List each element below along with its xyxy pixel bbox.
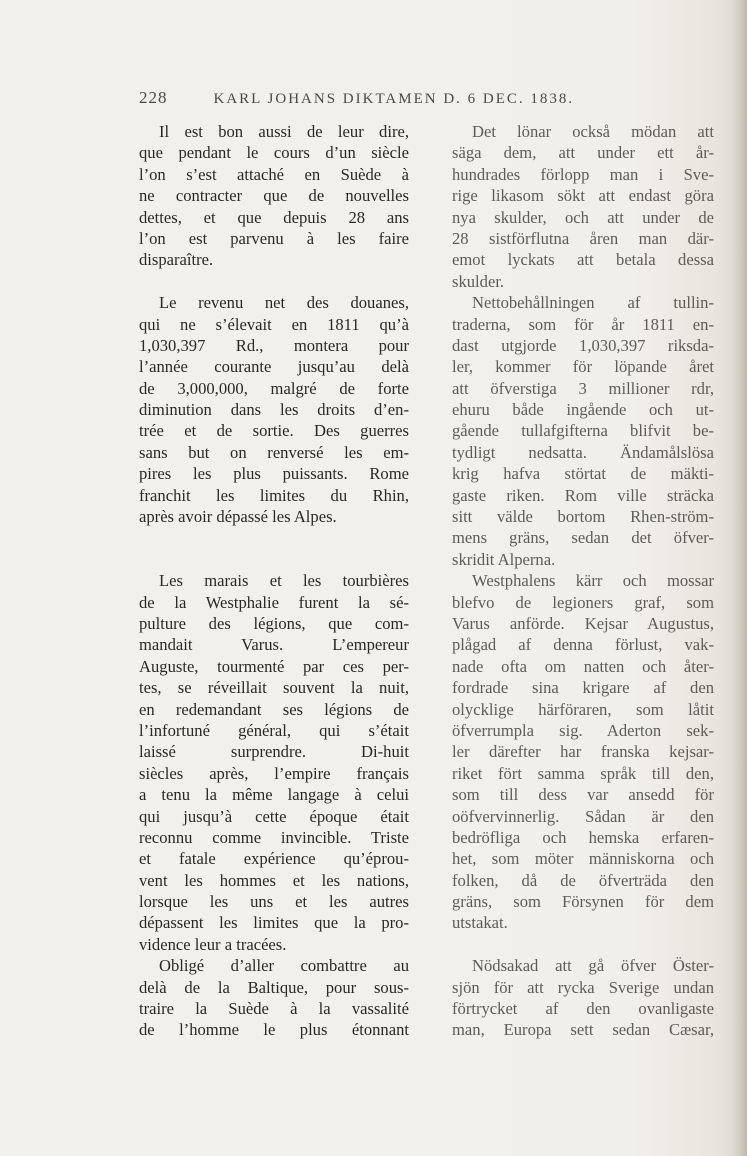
text-line: ler därefter har franska kejsar- [452, 742, 714, 762]
text-line: l’on s’est attaché en Suède à [139, 164, 409, 184]
text-line: disparaître. [139, 250, 214, 270]
swedish-column [452, 121, 714, 1041]
text-line: säga dem, att under ett år- [452, 143, 714, 163]
text-line: Obligé d’aller combattre au [159, 956, 409, 976]
text-line: oöfvervinnerlig. Sådan är den [452, 806, 714, 826]
text-line: l’infortuné général, qui s’était [139, 720, 409, 740]
paragraph [139, 121, 409, 271]
text-line: siècles après, l’empire français [139, 763, 409, 783]
text-line: folken, då de öfverträda den [452, 870, 714, 890]
text-line: man, Europa sett sedan Cæsar, [452, 1020, 714, 1040]
text-line: gaste riken. Rom ville sträcka [452, 485, 714, 505]
text-line: 1,030,397 Rd., montera pour [139, 335, 409, 355]
text-line: Varus anförde. Kejsar Augustus, [452, 613, 714, 633]
text-line: gräns, som Försynen för dem [452, 892, 714, 912]
text-line: att öfverstiga 3 millioner rdr, [452, 378, 714, 398]
paragraph [452, 955, 714, 1041]
text-line: pulture des légions, que com- [139, 614, 409, 633]
text-line: vent les hommes et les nations, [139, 870, 409, 890]
text-line: förtrycket af den ovanligaste [452, 999, 714, 1019]
text-line: het, som möter människorna och [452, 849, 714, 869]
text-line: sans but on renversé les em- [139, 442, 409, 462]
paragraph [452, 570, 714, 934]
text-line: de l’homme le plus étonnant [139, 1020, 409, 1040]
text-line: fordrade sina krigare af den [452, 678, 714, 698]
text-line: Nettobehållningen af tullin- [472, 293, 714, 313]
text-line: Le revenu net des douanes, [159, 293, 409, 313]
text-line: tydligt nedsatta. Ändamålslösa [452, 442, 714, 462]
paragraph [139, 955, 409, 1041]
page-number: 228 [139, 88, 168, 107]
text-line: pires les plus puissants. Rome [139, 464, 409, 484]
text-line: bedröfliga och hemska erfaren- [452, 827, 714, 847]
text-line: emot lyckats att betala dessa [452, 250, 714, 270]
text-line: dettes, et que depuis 28 ans [139, 207, 409, 227]
text-line: dast utgjorde 1,030,397 riksda- [452, 335, 714, 355]
text-line: qui ne s’élevait en 1811 qu’à [139, 314, 409, 334]
text-line: Nödsakad att gå öfver Öster- [472, 956, 714, 976]
text-line: ehuru både ingående och ut- [452, 400, 714, 420]
text-line: Det lönar också mödan att [472, 122, 714, 141]
text-line: krig hafva störtat de mäkti- [452, 464, 714, 484]
text-line: mandait Varus. L’empereur [139, 635, 409, 655]
text-line: ne contracter que de nouvelles [139, 186, 409, 206]
text-line: skridit Alperna. [452, 549, 556, 569]
text-line: gående tullafgifterna blifvit be- [452, 421, 714, 441]
text-line: Il est bon aussi de leur dire, [159, 122, 409, 141]
paragraph [139, 570, 409, 955]
text-line: nade ofta om natten och åter- [452, 656, 714, 676]
text-line: traderna, som för år 1811 en- [452, 314, 714, 334]
text-line: 28 sistförflutna åren man där- [452, 228, 714, 248]
text-line: vidence leur a tracées. [139, 934, 287, 954]
text-line: tes, se réveillait souvent la nuit, [139, 678, 409, 698]
text-line: a tenu la même langage à celui [139, 785, 409, 805]
text-line: sitt välde bortom Rhen-ström- [452, 507, 714, 527]
text-line: l’on est parvenu à les faire [139, 228, 409, 248]
running-title: KARL JOHANS DIKTAMEN D. 6 DEC. 1838. [213, 91, 575, 107]
text-line: rige likasom sökt att endast göra [452, 186, 714, 206]
text-line: reconnu comme invincible. Triste [139, 827, 409, 847]
text-line: som till dess var ansedd för [452, 785, 714, 805]
text-line: trée et de sortie. Des guerres [139, 421, 409, 441]
text-line: dépassent les limites que la pro- [139, 913, 409, 933]
text-line: franchit les limites du Rhin, [139, 485, 409, 505]
paragraph [452, 292, 714, 570]
text-line: utstakat. [452, 913, 508, 933]
text-line: Westphalens kärr och mossar [472, 571, 714, 591]
text-line: lorsque les uns et les autres [139, 892, 409, 912]
text-line: delà de la Baltique, pour sous- [139, 977, 409, 997]
text-line: blefvo de legioners graf, som [452, 592, 714, 612]
text-line: öfverrumpla sig. Aderton sek- [452, 720, 714, 740]
running-header [139, 88, 574, 108]
text-line: après avoir dépassé les Alpes. [139, 507, 337, 527]
text-line: sjön för att rycka Sverige undan [452, 977, 714, 997]
paragraph [139, 292, 409, 527]
text-line: Les marais et les tourbières [159, 571, 409, 591]
text-line: plågad af denna förlust, vak- [452, 635, 714, 655]
page-edge-shadow [731, 0, 747, 1156]
text-line: l’année courante jusqu’au delà [139, 357, 409, 377]
text-line: ler, kommer för löpande året [452, 357, 714, 377]
text-line: hundrades förlopp man i Sve- [452, 164, 714, 184]
paragraph [452, 121, 714, 292]
text-line: olycklige härföraren, som låtit [452, 699, 714, 719]
text-line: qui jusqu’à cette époque était [139, 806, 409, 826]
text-line: riket fört samma språk till den, [452, 763, 714, 783]
text-line: et fatale expérience qu’éprou- [139, 849, 409, 869]
text-line: que pendant le cours d’un siècle [139, 143, 409, 163]
french-column [139, 121, 409, 1041]
text-line: de 3,000,000, malgré de forte [139, 378, 409, 398]
text-line: skulder. [452, 271, 505, 291]
text-line: en redemandant ses légions de [139, 699, 409, 719]
text-line: traire la Suède à la vassalité [139, 999, 409, 1019]
text-line: Auguste, tourmenté par ces per- [139, 656, 409, 676]
text-line: diminution dans les droits d’en- [139, 400, 409, 420]
text-line: de la Westphalie furent la sé- [139, 592, 409, 612]
text-line: laissé surprendre. Di-huit [139, 742, 409, 762]
text-line: mens gräns, sedan det öfver- [452, 528, 714, 548]
text-line: nya skulder, och att under de [452, 207, 714, 227]
